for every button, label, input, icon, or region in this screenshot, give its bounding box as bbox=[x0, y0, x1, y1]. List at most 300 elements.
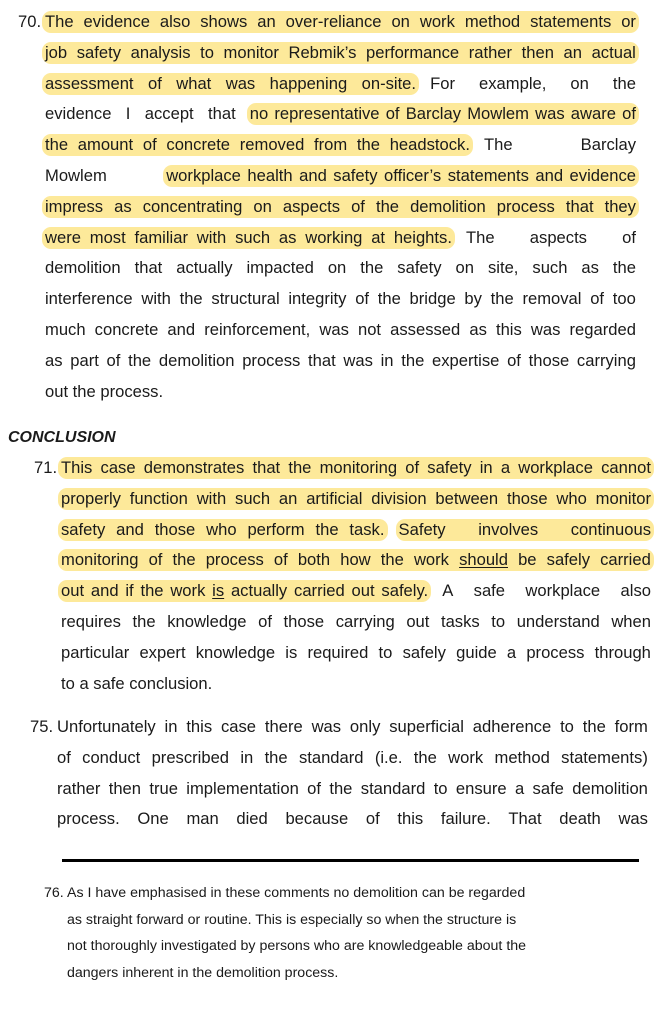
word: on bbox=[391, 12, 410, 31]
word: to bbox=[200, 42, 214, 62]
text-line bbox=[61, 580, 651, 602]
word: The bbox=[484, 135, 513, 155]
word: process bbox=[496, 196, 555, 216]
word: impacted bbox=[246, 258, 314, 278]
word: Safety bbox=[398, 519, 446, 539]
word: that bbox=[252, 458, 281, 477]
word: assessment bbox=[45, 73, 134, 93]
word: cannot bbox=[601, 458, 651, 477]
word: of bbox=[307, 778, 321, 798]
word: out bbox=[45, 381, 69, 401]
word: process. bbox=[57, 809, 120, 829]
word: be bbox=[518, 550, 537, 570]
word: of bbox=[405, 458, 420, 477]
word: both bbox=[297, 550, 331, 570]
text-span bbox=[61, 611, 651, 633]
text-line bbox=[45, 319, 636, 341]
word: required bbox=[307, 642, 369, 662]
word: is bbox=[285, 642, 298, 662]
word: with bbox=[196, 488, 227, 508]
word: aware bbox=[570, 104, 616, 124]
word: the bbox=[582, 717, 606, 736]
word: out bbox=[61, 581, 85, 601]
text-line bbox=[45, 381, 163, 403]
highlighted-text bbox=[42, 196, 639, 218]
word: when bbox=[611, 612, 651, 631]
word: safety bbox=[61, 519, 106, 539]
word: and bbox=[535, 166, 564, 185]
word: the bbox=[612, 73, 636, 93]
word: much bbox=[45, 320, 86, 339]
word: such bbox=[235, 488, 271, 508]
word: monitoring bbox=[61, 550, 139, 570]
word: expert bbox=[139, 642, 186, 662]
word: the bbox=[72, 381, 96, 401]
word: on bbox=[570, 73, 589, 93]
word: evidence bbox=[45, 104, 112, 124]
word: reinforcement, bbox=[204, 320, 311, 339]
word: on bbox=[455, 258, 475, 278]
word: evidence bbox=[83, 12, 150, 31]
word: safely bbox=[402, 642, 446, 662]
word: (i.e. bbox=[374, 747, 403, 767]
text-line bbox=[45, 165, 636, 187]
word: those bbox=[506, 488, 548, 508]
highlighted-text bbox=[58, 580, 431, 602]
word: concrete bbox=[166, 135, 231, 155]
word: and bbox=[116, 519, 144, 539]
word: then bbox=[108, 778, 141, 798]
word: safe bbox=[473, 581, 506, 601]
word: to bbox=[61, 673, 75, 693]
word: an bbox=[278, 488, 298, 508]
word: part bbox=[70, 350, 99, 370]
word: such bbox=[532, 258, 568, 278]
word: Rebmik’s bbox=[288, 42, 357, 62]
word: ensure bbox=[455, 778, 507, 798]
word: also bbox=[620, 581, 651, 601]
word: interference bbox=[45, 289, 133, 309]
text-span bbox=[57, 808, 648, 830]
text-line bbox=[61, 549, 651, 571]
word: carrying bbox=[335, 612, 395, 631]
word: monitoring bbox=[319, 458, 398, 477]
word: safely bbox=[546, 550, 590, 570]
highlighted-text bbox=[58, 549, 654, 571]
word: process bbox=[526, 642, 585, 662]
word: of bbox=[622, 227, 636, 247]
word: accept bbox=[144, 104, 194, 124]
word: then bbox=[521, 42, 554, 62]
text-line bbox=[45, 134, 636, 156]
word: work bbox=[448, 747, 484, 767]
word: out bbox=[351, 581, 375, 601]
text-span bbox=[57, 716, 648, 738]
word: of bbox=[258, 612, 272, 631]
word: and bbox=[167, 320, 196, 339]
text-line bbox=[45, 350, 636, 372]
word: to bbox=[560, 717, 574, 736]
word: safety bbox=[397, 258, 442, 278]
word: process bbox=[242, 350, 301, 370]
word: representative bbox=[274, 104, 380, 124]
word: task. bbox=[349, 519, 385, 539]
word: was bbox=[343, 350, 373, 370]
word: only bbox=[349, 717, 381, 736]
word: in bbox=[479, 458, 493, 477]
word: demonstrates bbox=[143, 458, 245, 477]
text-line bbox=[61, 642, 651, 664]
word: what bbox=[176, 73, 212, 93]
footnote-line: As I have emphasised in these comments no demolition can be regarded bbox=[67, 885, 526, 901]
word: particular bbox=[61, 642, 130, 662]
word: job bbox=[45, 42, 68, 62]
word: the bbox=[380, 550, 404, 570]
word: the bbox=[490, 289, 514, 309]
text-span bbox=[57, 747, 648, 769]
word: the bbox=[401, 350, 425, 370]
highlighted-text bbox=[396, 519, 654, 541]
word: of bbox=[622, 104, 636, 124]
highlighted-text bbox=[163, 165, 639, 187]
word: those bbox=[528, 350, 570, 370]
word: statements bbox=[447, 166, 529, 185]
word: A bbox=[442, 581, 454, 601]
highlighted-text bbox=[247, 103, 639, 125]
word: superficial bbox=[389, 717, 464, 736]
word: there bbox=[264, 717, 303, 736]
paragraph-number-71: 71. bbox=[34, 458, 58, 477]
word: from bbox=[314, 135, 348, 155]
word: The bbox=[45, 12, 74, 31]
word: assessed bbox=[390, 320, 461, 339]
text-span bbox=[57, 778, 648, 800]
word: the bbox=[413, 747, 437, 767]
word: death bbox=[559, 809, 601, 829]
word: standard bbox=[298, 747, 364, 767]
text-span bbox=[45, 288, 636, 310]
word: standard bbox=[360, 778, 426, 798]
word: actually bbox=[176, 258, 233, 278]
word: tasks bbox=[440, 612, 480, 631]
word: a bbox=[506, 642, 517, 662]
word: the bbox=[264, 747, 288, 767]
highlighted-text bbox=[42, 11, 639, 33]
word: monitor bbox=[595, 488, 651, 508]
word: process bbox=[205, 550, 264, 570]
word: was bbox=[225, 73, 256, 93]
word: case bbox=[100, 458, 136, 477]
word: to bbox=[378, 642, 393, 662]
word: work bbox=[170, 581, 206, 601]
word: between bbox=[435, 488, 499, 508]
word: demolition bbox=[45, 258, 121, 278]
word: too bbox=[612, 289, 636, 309]
word: rather bbox=[57, 778, 101, 798]
word: safe bbox=[532, 778, 564, 798]
word: that bbox=[134, 258, 163, 278]
word: This bbox=[61, 458, 93, 477]
footnote-separator bbox=[62, 859, 639, 862]
word: the bbox=[172, 550, 196, 570]
word: conclusion. bbox=[129, 673, 213, 693]
word: workplace bbox=[518, 458, 593, 477]
word: One bbox=[137, 809, 169, 829]
word: the bbox=[375, 196, 400, 216]
word: safe bbox=[93, 673, 125, 693]
word: workplace bbox=[525, 581, 601, 601]
word: in bbox=[164, 717, 178, 736]
word: those bbox=[154, 519, 196, 539]
underlined-emphasis: should bbox=[459, 550, 508, 570]
word: method bbox=[494, 747, 550, 767]
text-line bbox=[61, 611, 651, 633]
underlined-emphasis: is bbox=[212, 581, 225, 601]
word: as bbox=[581, 258, 599, 278]
word: removal bbox=[522, 289, 582, 309]
word: analysis bbox=[130, 42, 191, 62]
text-line bbox=[57, 808, 648, 830]
word: aspects bbox=[282, 196, 341, 216]
word: function bbox=[129, 488, 188, 508]
word: to bbox=[433, 778, 448, 798]
highlighted-text bbox=[42, 73, 419, 95]
word: if bbox=[125, 581, 134, 601]
text-span bbox=[61, 673, 212, 695]
word: because bbox=[285, 809, 349, 829]
word: an bbox=[563, 42, 582, 62]
word: properly bbox=[61, 488, 121, 508]
text-line bbox=[61, 673, 212, 695]
highlighted-text bbox=[58, 488, 654, 510]
word: expertise bbox=[432, 350, 500, 370]
word: safety bbox=[76, 42, 122, 62]
word: conduct bbox=[82, 747, 141, 767]
word: through bbox=[594, 642, 651, 662]
word: headstock. bbox=[389, 135, 470, 155]
word: and bbox=[299, 166, 327, 185]
word: concentrating bbox=[142, 196, 243, 216]
word: as bbox=[45, 350, 63, 370]
word: work bbox=[413, 550, 449, 570]
word: artificial bbox=[306, 488, 363, 508]
word: was bbox=[311, 717, 342, 736]
word: actual bbox=[591, 42, 636, 62]
word: rather bbox=[468, 42, 513, 62]
word: statements bbox=[530, 12, 612, 31]
word: health bbox=[247, 166, 293, 185]
word: Mowlem bbox=[467, 104, 529, 124]
word: with bbox=[141, 289, 171, 309]
word: method bbox=[464, 12, 521, 31]
word: workplace bbox=[166, 166, 241, 185]
word: demolition bbox=[572, 778, 648, 798]
word: they bbox=[604, 196, 636, 216]
word: man bbox=[186, 809, 219, 829]
text-line bbox=[45, 73, 636, 95]
paragraph-number-75: 75. bbox=[30, 717, 54, 736]
word: form bbox=[614, 717, 648, 736]
text-span bbox=[442, 580, 651, 602]
word: those bbox=[283, 612, 325, 631]
word: involves bbox=[478, 519, 539, 539]
word: at bbox=[371, 227, 386, 247]
word: was bbox=[618, 809, 648, 829]
word: heights. bbox=[393, 227, 452, 247]
word: understand bbox=[516, 612, 600, 631]
word: statements) bbox=[561, 747, 648, 767]
word: the bbox=[612, 258, 636, 278]
word: implementation bbox=[186, 778, 299, 798]
word: site, bbox=[487, 258, 519, 278]
text-line bbox=[45, 11, 636, 33]
word: how bbox=[340, 550, 371, 570]
highlighted-text bbox=[42, 134, 473, 156]
word: of bbox=[590, 289, 605, 309]
word: true bbox=[149, 778, 178, 798]
word: continuous bbox=[570, 519, 652, 539]
word: impress bbox=[45, 196, 104, 216]
text-span bbox=[45, 165, 152, 187]
word: carried bbox=[600, 550, 651, 570]
text-line bbox=[61, 457, 651, 479]
word: of bbox=[507, 350, 521, 370]
word: over-reliance bbox=[285, 12, 382, 31]
paragraph-number-76: 76. bbox=[44, 885, 64, 901]
text-span bbox=[466, 227, 636, 249]
word: working bbox=[305, 227, 363, 247]
word: not bbox=[357, 320, 382, 339]
word: out bbox=[406, 612, 430, 631]
word: as bbox=[469, 320, 487, 339]
text-line bbox=[45, 42, 636, 64]
text-line bbox=[61, 488, 651, 510]
word: actually bbox=[230, 581, 288, 601]
word: on-site. bbox=[361, 73, 417, 93]
word: of bbox=[355, 289, 370, 309]
word: the bbox=[288, 458, 312, 477]
word: as bbox=[114, 196, 132, 216]
text-line bbox=[45, 196, 636, 218]
word: monitor bbox=[223, 42, 279, 62]
word: the bbox=[45, 135, 69, 155]
word: I bbox=[125, 104, 131, 124]
word: also bbox=[159, 12, 191, 31]
word: the bbox=[132, 612, 156, 631]
word: the bbox=[315, 519, 339, 539]
word: structural bbox=[211, 289, 280, 309]
word: this bbox=[495, 320, 522, 339]
word: a bbox=[514, 778, 525, 798]
word: Unfortunately bbox=[57, 717, 156, 736]
word: safety bbox=[427, 458, 472, 477]
word: process. bbox=[100, 381, 164, 401]
word: this bbox=[397, 809, 424, 829]
word: The bbox=[466, 227, 495, 247]
word: that bbox=[308, 350, 336, 370]
word: to bbox=[491, 612, 506, 631]
text-line bbox=[57, 778, 648, 800]
word: failure. bbox=[440, 809, 491, 829]
word: no bbox=[249, 104, 269, 124]
word: was bbox=[319, 320, 349, 339]
word: that bbox=[208, 104, 236, 124]
highlighted-text bbox=[42, 227, 455, 249]
word: that bbox=[565, 196, 594, 216]
text-line bbox=[45, 103, 636, 125]
word: this bbox=[186, 717, 213, 736]
word: requires bbox=[61, 612, 121, 631]
footnote-line: as straight forward or routine. This is especially so when the structure is bbox=[67, 911, 517, 928]
word: of bbox=[106, 350, 121, 370]
word: in bbox=[380, 350, 394, 370]
word: a bbox=[500, 458, 511, 477]
highlighted-text bbox=[58, 519, 388, 541]
word: bridge bbox=[409, 289, 456, 309]
word: regarded bbox=[569, 320, 636, 339]
word: knowledge bbox=[167, 612, 247, 631]
word: safety bbox=[333, 166, 378, 185]
word: of bbox=[142, 135, 157, 155]
word: perform bbox=[247, 519, 305, 539]
word: removed bbox=[239, 135, 305, 155]
word: the bbox=[128, 350, 152, 370]
text-span bbox=[61, 642, 651, 664]
word: died bbox=[236, 809, 268, 829]
word: happening bbox=[269, 73, 348, 93]
word: integrity bbox=[288, 289, 347, 309]
word: with bbox=[196, 227, 227, 247]
word: evidence bbox=[569, 166, 636, 185]
word: example, bbox=[479, 73, 547, 93]
text-span bbox=[430, 73, 636, 95]
word: the bbox=[140, 581, 164, 601]
word: division bbox=[371, 488, 427, 508]
word: aspects bbox=[529, 227, 587, 247]
word: was bbox=[535, 104, 565, 124]
word: For bbox=[430, 73, 455, 93]
word: and bbox=[90, 581, 119, 601]
word: of bbox=[57, 747, 71, 767]
word: safely. bbox=[381, 581, 429, 601]
word: Mowlem bbox=[45, 166, 107, 185]
word: of bbox=[273, 550, 288, 570]
footnote-line: not thoroughly investigated by persons who are knowledgeable about the bbox=[67, 938, 527, 954]
word: as bbox=[278, 227, 297, 247]
word: who bbox=[556, 488, 587, 508]
word: of bbox=[147, 73, 162, 93]
word: prescribed bbox=[151, 747, 230, 767]
word: demolition bbox=[158, 350, 235, 370]
word: of bbox=[385, 104, 400, 124]
text-line bbox=[45, 288, 636, 310]
word: knowledge bbox=[195, 642, 276, 662]
text-span bbox=[45, 257, 636, 279]
text-span bbox=[45, 381, 163, 403]
word: shows bbox=[200, 12, 248, 31]
word: the bbox=[377, 289, 401, 309]
word: amount bbox=[77, 135, 134, 155]
text-span bbox=[484, 134, 636, 156]
word: in bbox=[240, 747, 254, 767]
word: performance bbox=[365, 42, 460, 62]
paragraph-number-70: 70. bbox=[18, 12, 42, 31]
word: the bbox=[360, 258, 384, 278]
word: familiar bbox=[134, 227, 188, 247]
word: officer’s bbox=[384, 166, 442, 185]
word: by bbox=[464, 289, 482, 309]
highlighted-text bbox=[58, 457, 654, 479]
